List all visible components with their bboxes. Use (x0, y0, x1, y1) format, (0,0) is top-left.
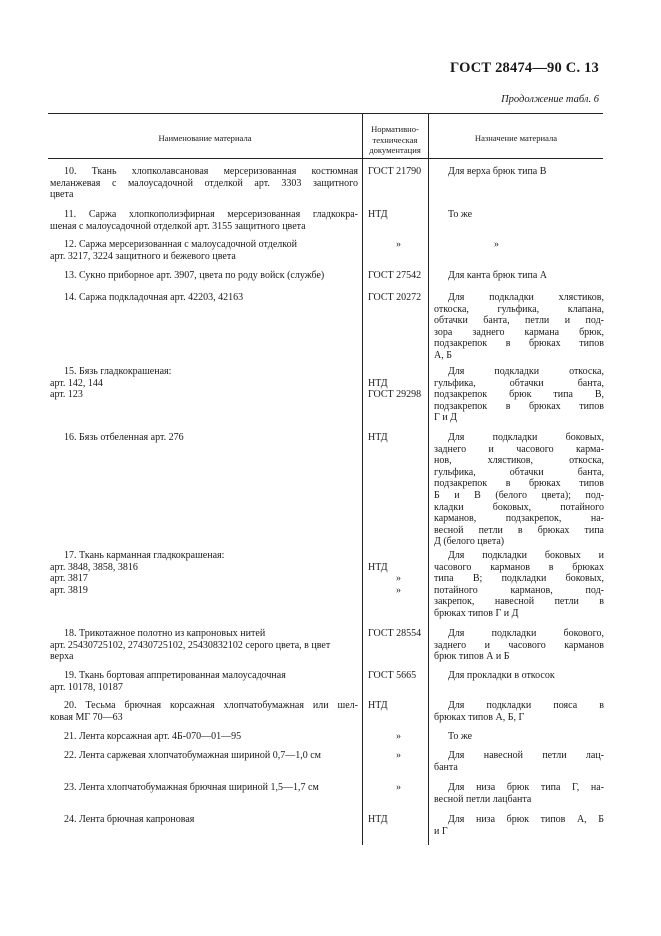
document-cell (368, 292, 424, 304)
material-name-line: арт. 142, 144 (50, 377, 103, 389)
material-name-cell (50, 782, 358, 794)
purpose-line: часового карманов в брюках (434, 561, 604, 573)
material-name-line: 16. Бязь отбеленная арт. 276 (64, 432, 184, 443)
purpose-line: То же (448, 209, 473, 220)
material-name-line: 24. Лента брючная капроновая (64, 814, 195, 825)
document-line: НТД (368, 700, 388, 711)
document-line: » (396, 782, 401, 793)
material-name-line: арт. 3819 (50, 584, 88, 596)
purpose-line: Для подкладки боковых, (448, 432, 604, 443)
purpose-line: заднего и часового карманов (434, 639, 604, 651)
document-cell (368, 814, 424, 826)
document-cell (368, 239, 424, 251)
material-name-line: 10. Ткань хлопколавсановая мерсеризованная костюмная (64, 166, 358, 177)
material-name-line: арт. 25430725102, 27430725102, 25430832102 серого цвета, в цвет (50, 639, 331, 651)
document-cell (368, 432, 424, 444)
document-line: НТД (368, 209, 388, 220)
document-line: ГОСТ 27542 (368, 270, 422, 281)
purpose-cell (434, 700, 604, 723)
document-cell (368, 550, 424, 596)
column-header-purpose: Назначение материала (474, 133, 558, 143)
document-line: » (396, 750, 401, 761)
purpose-line: карманов, подзакрепок, на- (434, 513, 604, 525)
column-divider-1 (362, 113, 363, 845)
material-name-line: арт. 3848, 3858, 3816 (50, 561, 138, 573)
purpose-line: Для канта брюк типа А (448, 270, 547, 281)
material-name-line: 14. Саржа подкладочная арт. 42203, 42163 (64, 292, 244, 303)
purpose-line: нов, хлястиков, откоска, (434, 455, 604, 467)
purpose-line: Для низа брюк типов А, Б (448, 814, 604, 825)
purpose-line: заднего и часового карма- (434, 443, 604, 455)
purpose-line: подзакрепок брюк типа В, (434, 389, 604, 401)
material-name-cell (50, 814, 358, 826)
material-name-cell (50, 292, 358, 304)
material-name-line: 18. Трикотажное полотно из капроновых нитей (64, 628, 266, 639)
column-header-document-line: техническая (372, 134, 418, 145)
document-cell (368, 270, 424, 282)
purpose-line: банта (434, 761, 458, 773)
purpose-cell (434, 432, 604, 548)
document-cell (368, 628, 424, 640)
document-cell (368, 166, 424, 178)
purpose-line: обтачки банта, петли и под- (434, 315, 604, 327)
material-name-line: 11. Саржа хлопкополиэфирная мерсеризованная гладкокра- (64, 209, 358, 220)
document-line: ГОСТ 5665 (368, 670, 417, 681)
material-name-line: меланжевая с малоусадочной отделкой арт. 3303 защитного (50, 177, 358, 189)
purpose-line: гульфика, обтачки банта, (434, 466, 604, 478)
material-name-cell (50, 270, 358, 282)
material-name-line: 17. Ткань карманная гладкокрашеная: (64, 550, 225, 561)
purpose-line: брюках типов Г и Д (434, 607, 519, 619)
purpose-line: Г и Д (434, 412, 457, 424)
purpose-line: гульфика, обтачки банта, (434, 377, 604, 389)
document-line: НТД (368, 432, 388, 443)
material-name-line: 21. Лента корсажная арт. 4Б-070—01—95 (64, 731, 242, 742)
purpose-line: А, Б (434, 349, 452, 361)
document-cell (368, 750, 424, 762)
column-divider-2 (428, 113, 429, 845)
document-line: ГОСТ 20272 (368, 292, 422, 303)
document-cell (368, 700, 424, 712)
material-name-line: цвета (50, 189, 74, 201)
document-cell (368, 731, 424, 743)
purpose-cell (434, 550, 604, 620)
purpose-cell (434, 366, 604, 424)
purpose-line: весной петли лацбанта (434, 793, 532, 805)
material-name-line: 22. Лента саржевая хлопчатобумажная шириной 0,7—1,0 см (64, 750, 322, 761)
purpose-line: Для подкладки хлястиков, (448, 292, 604, 303)
document-line: » (396, 584, 401, 596)
document-line: » (396, 239, 401, 250)
document-line (368, 366, 424, 378)
purpose-line: и Г (434, 825, 448, 837)
document-line: ГОСТ 29298 (368, 389, 422, 401)
table-continuation-caption: Продолжение табл. 6 (501, 94, 599, 105)
purpose-line: Д (белого цвета) (434, 536, 505, 548)
purpose-line: Для подкладки боковых и (448, 550, 604, 561)
material-name-line: шеная с малоусадочной отделкой арт. 3155 защитного цвета (50, 220, 306, 232)
material-name-line: арт. 3817 (50, 573, 88, 585)
purpose-line: Для подкладки пояса в (448, 700, 604, 711)
material-name-line: 23. Лента хлопчатобумажная брючная шириной 1,5—1,7 см (64, 782, 319, 793)
document-line: ГОСТ 21790 (368, 166, 422, 177)
purpose-cell (434, 782, 604, 805)
purpose-line: брюк типов А и Б (434, 651, 510, 663)
material-name-cell (50, 731, 358, 743)
purpose-cell (434, 814, 604, 837)
material-name-line: 15. Бязь гладкокрашеная: (64, 366, 172, 377)
purpose-cell (434, 292, 604, 362)
material-name-line: 19. Ткань бортовая аппретированная малоусадочная (64, 670, 286, 681)
purpose-line: подзакрепок в брюках типов (434, 400, 604, 412)
column-header-document-line: документация (369, 145, 421, 155)
material-name-line: 20. Тесьма брючная корсажная хлопчатобумажная или шел- (64, 700, 358, 711)
material-name-line: верха (50, 651, 74, 663)
material-name-line: 12. Саржа мерсеризованная с малоусадочной отделкой (64, 239, 297, 250)
purpose-line: зора заднего кармана брюк, (434, 326, 604, 338)
purpose-cell (434, 628, 604, 663)
material-name-cell (50, 166, 358, 201)
material-name-line: арт. 123 (50, 389, 83, 401)
table-top-rule (48, 113, 603, 114)
material-name-cell (50, 550, 358, 596)
document-line: НТД (368, 814, 388, 825)
material-name-cell (50, 700, 358, 723)
document-line: НТД (368, 377, 388, 389)
material-name-cell (50, 432, 358, 444)
material-name-line: 13. Сукно приборное арт. 3907, цвета по роду войск (службе) (64, 270, 325, 281)
page-header: ГОСТ 28474—90 С. 13 (450, 60, 599, 76)
purpose-line: » (494, 239, 499, 250)
column-header-document (363, 124, 427, 156)
purpose-line: кладки боковых, потайного (434, 501, 604, 513)
material-name-line: арт. 3217, 3224 защитного и бежевого цвета (50, 250, 236, 262)
purpose-line: подзакрепок в брюках типов (434, 478, 604, 490)
material-name-line: ковая МГ 70—63 (50, 711, 123, 723)
purpose-line: откоска, гульфика, клапана, (434, 303, 604, 315)
material-name-cell (50, 750, 358, 762)
material-name-cell (50, 239, 358, 262)
purpose-cell (434, 670, 604, 682)
document-cell (368, 209, 424, 221)
document-line: » (396, 573, 401, 585)
document-cell (368, 366, 424, 401)
purpose-line: подзакрепок в брюках типов (434, 338, 604, 350)
material-name-cell (50, 209, 358, 232)
document-cell (368, 670, 424, 682)
purpose-line: брюках типов А, Б, Г (434, 711, 525, 723)
purpose-line: потайного карманов, под- (434, 584, 604, 596)
material-name-cell (50, 670, 358, 693)
purpose-line: Для подкладки бокового, (448, 628, 604, 639)
purpose-line: То же (448, 731, 473, 742)
purpose-line: Б и В (белого цвета); под- (434, 489, 604, 501)
purpose-cell (434, 209, 604, 221)
purpose-cell (434, 731, 604, 743)
purpose-line: Для прокладки в откосок (448, 670, 555, 681)
purpose-line: Для подкладки откоска, (448, 366, 604, 377)
document-line: » (396, 731, 401, 742)
purpose-line: весной петли в брюках типа (434, 524, 604, 536)
purpose-line: Для верха брюк типа В (448, 166, 547, 177)
purpose-line: Для навесной петли лац- (448, 750, 604, 761)
column-header-document-line: Нормативно- (371, 124, 419, 134)
document-line (368, 550, 424, 562)
purpose-line: Для низа брюк типа Г, на- (448, 782, 604, 793)
document-cell (368, 782, 424, 794)
column-header-name: Наименование материала (158, 133, 252, 143)
table-header-rule (48, 158, 603, 159)
purpose-cell (434, 166, 604, 178)
document-line: НТД (368, 561, 388, 573)
purpose-line: типа В; подкладки боковых, (434, 573, 604, 585)
purpose-cell (434, 270, 604, 282)
purpose-cell (434, 750, 604, 773)
material-name-cell (50, 366, 358, 401)
purpose-cell (434, 239, 604, 251)
purpose-line: закрепок, навесной петли в (434, 596, 604, 608)
document-line: ГОСТ 28554 (368, 628, 422, 639)
material-name-cell (50, 628, 358, 663)
material-name-line: арт. 10178, 10187 (50, 681, 123, 693)
